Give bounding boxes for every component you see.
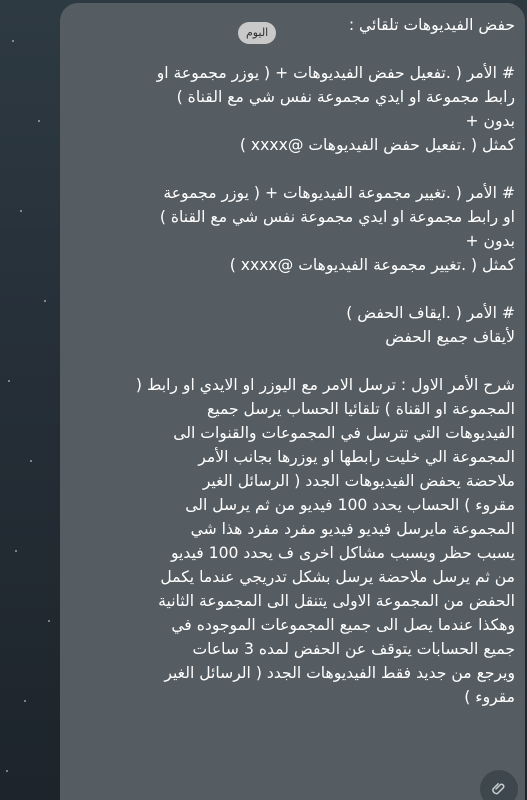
star-dot	[6, 770, 8, 772]
message-line: لأيقاف جميع الحفض	[385, 328, 515, 346]
message-line: ملاحضة يحفض الفيديوهات الجدد ( الرسائل الغير	[202, 472, 515, 490]
message-line: مقروء ) الحساب يحدد 100 فيديو من ثم يرسل الى	[185, 496, 515, 514]
message-line: المجموعة او القناة ) تلقائيا الحساب يرسل جميع	[206, 400, 515, 418]
message-bubble[interactable]	[60, 3, 525, 800]
message-line: من ثم يرسل ملاحضة يرسل بشكل تدريجي عندما يكمل	[160, 568, 515, 586]
message-line: # الأمر ( .تغيير مجموعة الفيديوهات + ( يوزر مجموعة	[163, 184, 515, 202]
star-dot	[48, 620, 50, 622]
star-dot	[8, 380, 10, 382]
message-line: شرح الأمر الاول : ترسل الامر مع اليوزر او الايدي او رابط (	[135, 376, 515, 394]
message-text	[74, 13, 515, 709]
message-line: # الأمر ( .ايقاف الحفض )	[346, 304, 515, 322]
message-line: ويرجع من جديد فقط الفيديوهات الجدد ( الرسائل الغير	[164, 664, 515, 682]
star-dot	[15, 550, 17, 552]
message-line: كمثل ( .تفعيل حفض الفيديوهات @xxxx )	[239, 136, 515, 154]
blank-line	[74, 349, 515, 373]
message-line: المجموعة الي خليت رابطها او يوزرها بجانب الأمر	[198, 448, 515, 466]
attach-button[interactable]	[480, 770, 518, 800]
blank-line	[74, 157, 515, 181]
star-dot	[38, 120, 40, 122]
message-line: بدون +	[465, 112, 515, 130]
message-line: مقروء )	[464, 688, 515, 706]
star-dot	[12, 40, 14, 42]
star-dot	[24, 700, 26, 702]
message-line: او رابط مجموعة او ايدي مجموعة نفس شي مع القناة )	[159, 208, 515, 226]
message-line: جميع الحسابات يتوقف عن الحفض لمده 3 ساعات	[192, 640, 515, 658]
message-line: بدون +	[465, 232, 515, 250]
message-line: المجموعة مايرسل فيديو فيديو مفرد مفرد هذا شي	[190, 520, 515, 538]
blank-line	[74, 37, 515, 61]
date-badge: اليوم	[238, 22, 276, 44]
message-line: الحفض من المجموعة الاولى يتنقل الى المجموعة الثانية	[158, 592, 515, 610]
message-line: حفض الفيديوهات تلقائي :	[348, 16, 515, 34]
paperclip-icon	[490, 780, 508, 798]
message-line: # الأمر ( .تفعيل حفض الفيديوهات + ( يوزر مجموعة او	[156, 64, 515, 82]
message-line: كمثل ( .تغيير مجموعة الفيديوهات @xxxx )	[229, 256, 515, 274]
star-dot	[30, 460, 32, 462]
star-dot	[44, 300, 46, 302]
blank-line	[74, 277, 515, 301]
message-line: يسبب حظر ويسبب مشاكل اخرى ف يحدد 100 فيديو	[171, 544, 515, 562]
star-dot	[20, 210, 22, 212]
message-line: رابط مجموعة او ايدي مجموعة نفس شي مع القناة )	[176, 88, 515, 106]
message-line: وهكذا عندما يصل الى جميع المجموعات الموجوده في	[171, 616, 515, 634]
message-line: الفيديوهات التي تترسل في المجموعات والقنوات الى	[173, 424, 515, 442]
